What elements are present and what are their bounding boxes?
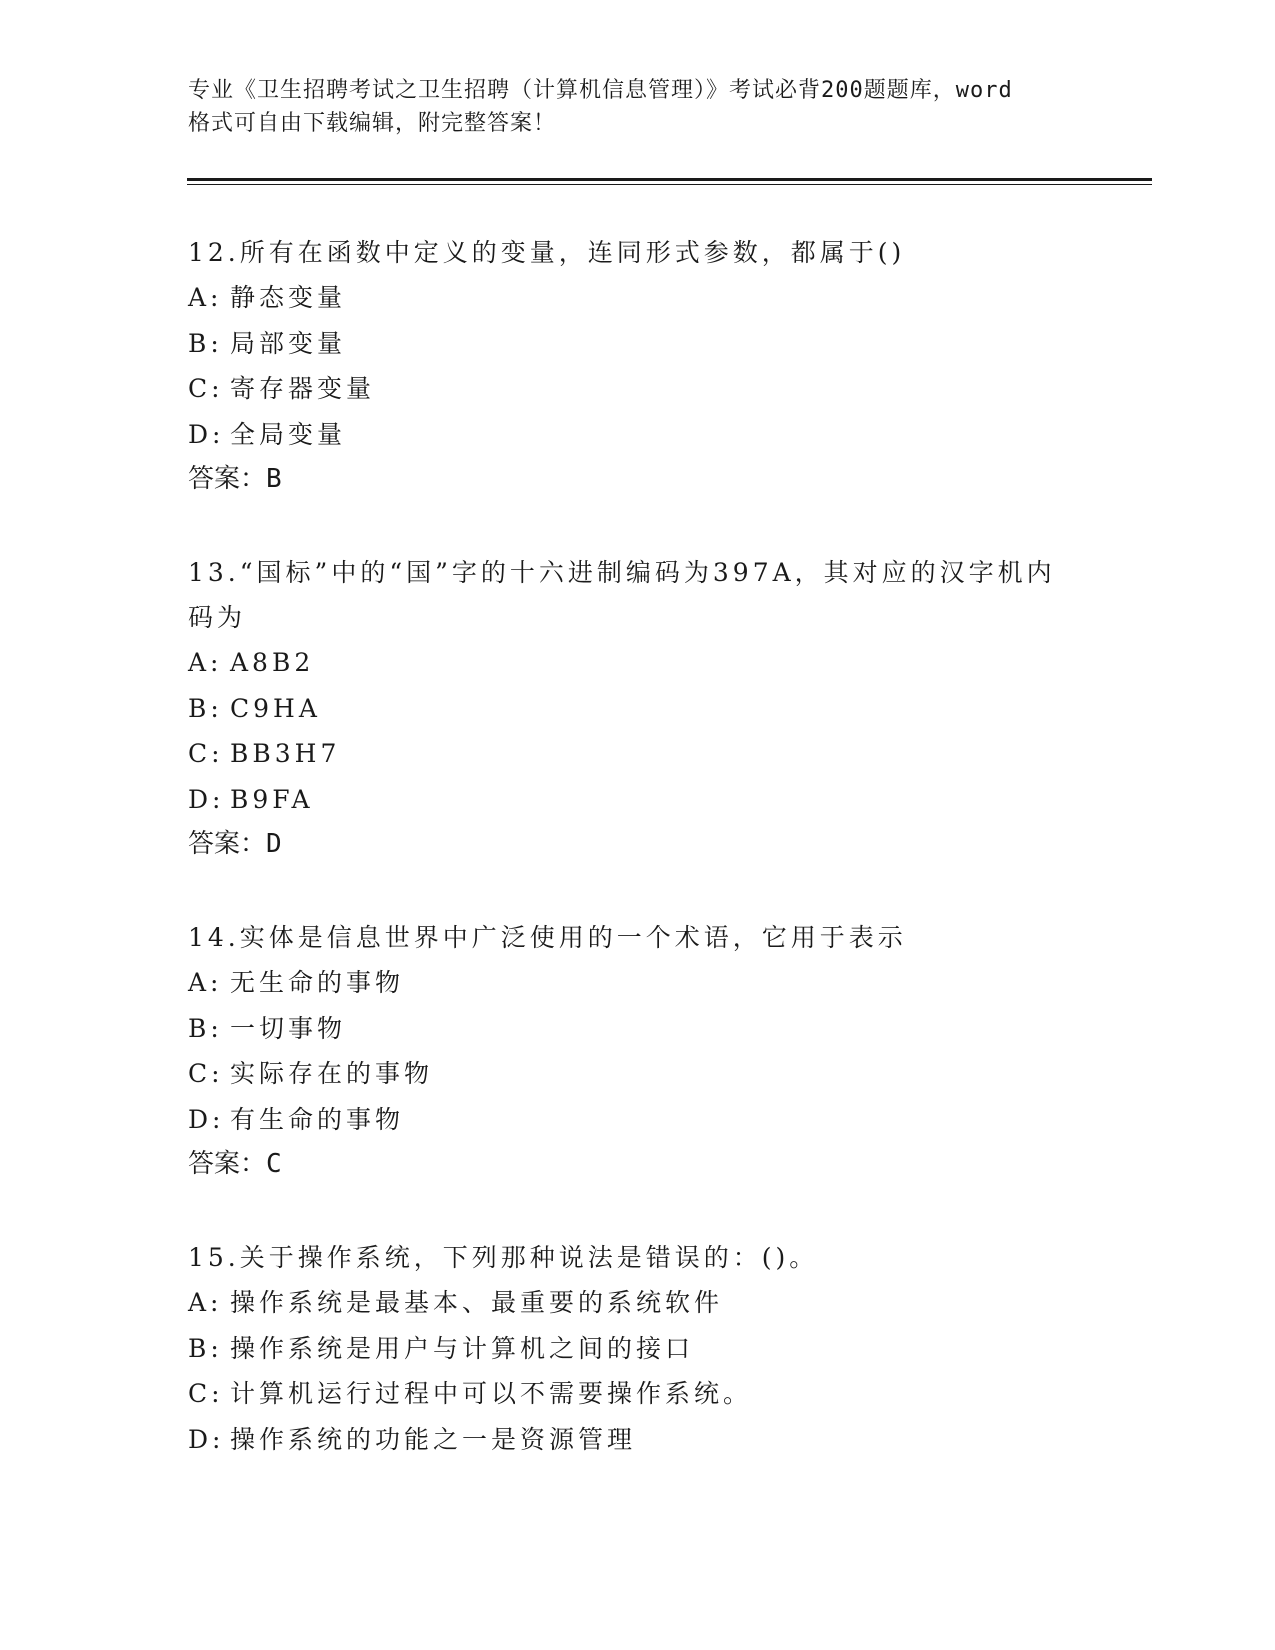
header-line-1: 专业《卫生招聘考试之卫生招聘（计算机信息管理）》考试必背200题题库，word bbox=[188, 78, 1013, 103]
option-letter: C: bbox=[188, 1379, 224, 1408]
question-block bbox=[188, 915, 1088, 1187]
option-text: 局部变量 bbox=[230, 328, 347, 358]
option-letter: D: bbox=[188, 419, 225, 449]
option-text: C9HA bbox=[230, 693, 321, 723]
option-letter: C: bbox=[188, 739, 224, 768]
question-stem: 15.关于操作系统，下列那种说法是错误的：()。 bbox=[188, 1243, 819, 1272]
answer-option bbox=[188, 1417, 1088, 1463]
option-text: 全局变量 bbox=[230, 419, 347, 449]
document-header bbox=[188, 74, 1088, 140]
question-block bbox=[188, 230, 1088, 502]
question-block bbox=[188, 550, 1088, 867]
header-divider-thin bbox=[187, 184, 1152, 185]
answer-key: 答案：D bbox=[188, 829, 282, 859]
option-letter: A: bbox=[188, 648, 223, 677]
answer-option bbox=[188, 777, 1088, 823]
question-stem: 14.实体是信息世界中广泛使用的一个术语，它用于表示 bbox=[188, 923, 907, 952]
option-text: 有生命的事物 bbox=[230, 1104, 405, 1134]
answer-key: 答案：C bbox=[188, 1149, 282, 1179]
answer-option bbox=[188, 275, 1088, 321]
question-stem: 码为 bbox=[188, 603, 247, 632]
option-letter: C: bbox=[188, 1059, 224, 1088]
option-text: 寄存器变量 bbox=[230, 374, 376, 403]
option-letter: B: bbox=[188, 1013, 223, 1043]
option-letter: D: bbox=[188, 1424, 225, 1454]
option-letter: A: bbox=[188, 1288, 223, 1317]
answer-option bbox=[188, 1280, 1088, 1326]
option-letter: D: bbox=[188, 1104, 225, 1134]
option-text: B9FA bbox=[230, 784, 314, 814]
answer-option bbox=[188, 960, 1088, 1006]
answer-option bbox=[188, 366, 1088, 412]
option-text: 一切事物 bbox=[230, 1013, 347, 1043]
answer-option bbox=[188, 1097, 1088, 1143]
option-text: BB3H7 bbox=[230, 739, 341, 768]
answer-option bbox=[188, 1006, 1088, 1052]
answer-option bbox=[188, 1371, 1088, 1417]
header-line-2: 格式可自由下载编辑，附完整答案！ bbox=[188, 111, 557, 136]
option-text: 实际存在的事物 bbox=[230, 1059, 434, 1088]
option-text: 操作系统是最基本、最重要的系统软件 bbox=[230, 1288, 724, 1317]
option-letter: C: bbox=[188, 374, 224, 403]
answer-option bbox=[188, 1326, 1088, 1372]
answer-option bbox=[188, 640, 1088, 686]
question-block bbox=[188, 1235, 1088, 1462]
option-letter: B: bbox=[188, 1333, 223, 1363]
option-text: 操作系统是用户与计算机之间的接口 bbox=[230, 1333, 695, 1363]
option-letter: A: bbox=[188, 968, 223, 997]
question-stem: 13.“国标”中的“国”字的十六进制编码为397A，其对应的汉字机内 bbox=[188, 558, 1056, 587]
answer-option bbox=[188, 686, 1088, 732]
answer-option bbox=[188, 1051, 1088, 1097]
answer-key: 答案：B bbox=[188, 464, 282, 494]
answer-option bbox=[188, 731, 1088, 777]
option-text: 操作系统的功能之一是资源管理 bbox=[230, 1424, 637, 1454]
answer-option bbox=[188, 412, 1088, 458]
answer-option bbox=[188, 321, 1088, 367]
option-letter: D: bbox=[188, 784, 225, 814]
option-text: A8B2 bbox=[230, 648, 315, 677]
header-divider-thick bbox=[187, 178, 1152, 181]
option-text: 无生命的事物 bbox=[230, 968, 405, 997]
question-stem: 12.所有在函数中定义的变量，连同形式参数，都属于() bbox=[188, 238, 906, 267]
option-letter: B: bbox=[188, 693, 223, 723]
option-letter: A: bbox=[188, 283, 223, 312]
option-text: 计算机运行过程中可以不需要操作系统。 bbox=[230, 1379, 753, 1408]
question-list bbox=[188, 230, 1088, 1510]
option-text: 静态变量 bbox=[230, 283, 347, 312]
option-letter: B: bbox=[188, 328, 223, 358]
